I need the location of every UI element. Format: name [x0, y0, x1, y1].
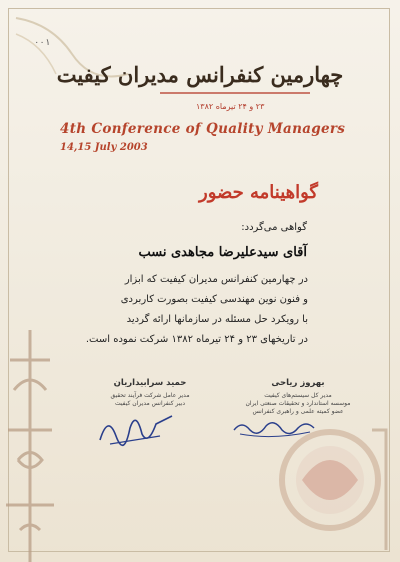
conference-date-en: 14,15 July 2003 — [60, 142, 148, 153]
recipient-name: آقای سیدعلیرضا مجاهدی نسب — [138, 245, 307, 260]
title-underline — [160, 92, 310, 94]
certificate-body — [78, 270, 308, 350]
conference-title-fa-text: چهارمین کنفرانس مدیران کیفیت — [56, 62, 344, 87]
ornamental-pillar-icon — [0, 330, 64, 562]
body-line: و فنون نوین مهندسی کیفیت بصورت کاربردی — [120, 294, 308, 305]
signatory-left-role: دبیر کنفرانس مدیران کیفیت — [114, 400, 185, 407]
signatory-right — [218, 378, 378, 416]
signatory-right-name: بهروز ریاحی — [271, 378, 325, 388]
conference-title-en: 4th Conference of Quality Managers — [60, 121, 346, 137]
signatory-left — [70, 378, 230, 408]
signatory-right-role: مدیر کل سیستم‌های کیفیت — [264, 392, 332, 399]
conference-title-fa — [20, 62, 380, 87]
body-line: با رویکرد حل مسئله در سازمانها ارائه گردید — [126, 314, 308, 325]
serial-number: ۰۰۱ — [34, 38, 51, 48]
signature-left-icon — [96, 406, 176, 450]
certificate-intro: گواهی می‌گردد: — [241, 222, 307, 233]
signatory-right-role: موسسه استاندارد و تحقیقات صنعتی ایران — [245, 400, 351, 407]
body-line: در تاریخهای ۲۳ و ۲۴ تیرماه ۱۳۸۲ شرکت نموده است. — [85, 334, 308, 345]
body-line: در چهارمین کنفرانس مدیران کیفیت که ابزار — [124, 274, 308, 285]
signatory-left-name: حمید سرابیداریان — [113, 378, 187, 388]
signatory-left-role: مدیر عامل شرکت فرآیند تحقیق — [110, 392, 190, 399]
signatory-right-role: عضو کمیته علمی و راهبری کنفرانس — [252, 408, 344, 415]
conference-date-fa: ۲۳ و ۲۴ تیرماه ۱۳۸۲ — [196, 102, 265, 111]
signature-right-icon — [232, 416, 316, 440]
certificate-heading: گواهینامه حضور — [199, 182, 318, 203]
